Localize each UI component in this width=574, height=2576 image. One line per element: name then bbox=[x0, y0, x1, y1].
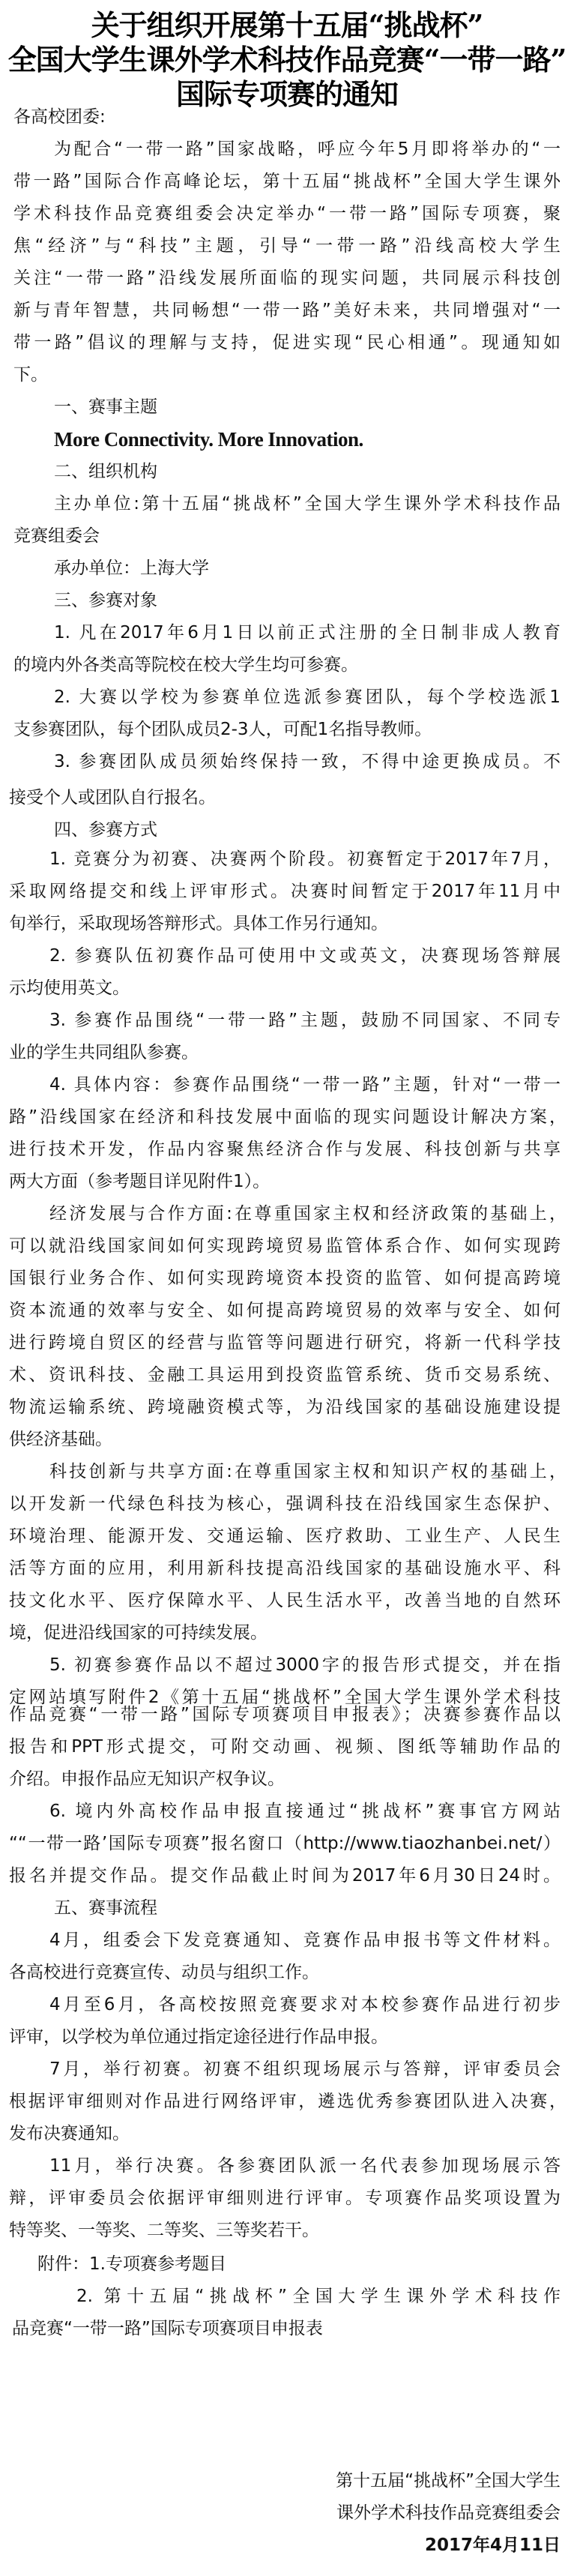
text-line: 11月，举行决赛。各参赛团队派一名代表参加现场展示答 bbox=[49, 2156, 561, 2176]
text-line: 带一路”倡议的理解与支持，促进实现“民心相通”。现通知如 bbox=[13, 333, 561, 352]
text-line: 以开发新一代绿色科技为核心，强调科技在沿线国家生态保护、 bbox=[9, 1494, 561, 1514]
text-line: 各高校进行竞赛宣传、动员与组织工作。 bbox=[9, 1963, 319, 1982]
text-line: 4月，组委会下发竞赛通知、竞赛作品申报书等文件材料。 bbox=[49, 1931, 561, 1950]
text-line: 四、参赛方式 bbox=[54, 820, 157, 840]
text-line: 根据评审细则对作品进行网络评审，遴选优秀参赛团队进入决赛， bbox=[9, 2092, 567, 2111]
title-line-3: 国际专项赛的通知 bbox=[175, 77, 398, 111]
text-line: 三、参赛对象 bbox=[54, 591, 157, 610]
text-line: 评审，以学校为单位通过指定途径进行作品申报。 bbox=[9, 2027, 388, 2047]
text-line: 作品竞赛“一带一路”国际专项赛项目申报表》；决赛参赛作品以 bbox=[9, 1705, 561, 1724]
text-line: 境，促进沿线国家的可持续发展。 bbox=[9, 1623, 268, 1643]
text-line: 供经济基础。 bbox=[9, 1430, 112, 1449]
text-line: 5. 初赛参赛作品以不超过3000字的报告形式提交，并在指 bbox=[49, 1655, 561, 1675]
text-line: 可以就沿线国家间如何实现跨境贸易监管体系合作、如何实现跨 bbox=[9, 1236, 561, 1256]
text-line: 业的学生共同组队参赛。 bbox=[9, 1043, 199, 1062]
text-line: 特等奖、一等奖、二等奖、三等奖若干。 bbox=[9, 2221, 319, 2240]
text-line: 两大方面（参考题目详见附件1）。 bbox=[9, 1172, 271, 1191]
text-line: 的境内外各类高等院校在校大学生均可参赛。 bbox=[13, 655, 358, 675]
text-line: 一、赛事主题 bbox=[54, 397, 157, 417]
text-line: 2. 大赛以学校为参赛单位选派参赛团队，每个学校选派1 bbox=[54, 687, 561, 707]
text-line: 1. 竞赛分为初赛、决赛两个阶段。初赛暂定于2017年7月， bbox=[49, 849, 561, 869]
text-line: 4月至6月，各高校按照竞赛要求对本校参赛作品进行初步 bbox=[49, 1995, 561, 2014]
text-line: 1. 凡在2017年6月1日以前正式注册的全日制非成人教育 bbox=[54, 623, 561, 643]
text-line: 关注“一带一路”沿线发展所面临的现实问题，共同展示科技创 bbox=[13, 268, 561, 288]
title-line-2: 全国大学生课外学术科技作品竞赛“一带一路” bbox=[7, 43, 567, 76]
text-line: 焦“经济”与“科技”主题，引导“一带一路”沿线高校大学生 bbox=[13, 236, 561, 256]
text-line: 示均使用英文。 bbox=[9, 978, 130, 998]
text-line: 7月，举行初赛。初赛不组织现场展示与答辩，评审委员会 bbox=[49, 2059, 561, 2079]
text-line: 各高校团委: bbox=[13, 107, 106, 127]
text-line: 6. 境内外高校作品申报直接通过“挑战杯”赛事官方网站 bbox=[49, 1802, 561, 1821]
text-line: 4. 具体内容：参赛作品围绕“一带一路”主题，针对“一带一 bbox=[49, 1075, 561, 1095]
text-line: 3. 参赛团队成员须始终保持一致，不得中途更换成员。不 bbox=[54, 752, 561, 771]
text-line: 辩，评审委员会依据评审细则进行评审。专项赛作品奖项设置为 bbox=[9, 2188, 561, 2208]
text-line: 带一路”国际合作高峰论坛，第十五届“挑战杯”全国大学生课外 bbox=[13, 172, 561, 191]
text-line: 主办单位:第十五届“挑战杯”全国大学生课外学术科技作品 bbox=[54, 494, 561, 514]
text-line: 新与青年智慧，共同畅想“一带一路”美好未来，共同增强对“一 bbox=[13, 301, 561, 320]
text-line: 资本流通的效率与安全、如何提高跨境贸易的效率与安全、如何 bbox=[9, 1301, 561, 1320]
signature-org-line-2: 课外学术科技作品竞赛组委会 bbox=[336, 2503, 561, 2523]
text-line: 进行跨境自贸区的经营与监管等问题进行研究，将新一代科学技 bbox=[9, 1333, 561, 1352]
text-line: 旬举行，采取现场答辩形式。具体工作另行通知。 bbox=[9, 914, 388, 933]
text-line: 支参赛团队，每个团队成员2-3人，可配1名指导教师。 bbox=[13, 720, 432, 739]
text-line: 采取网络提交和线上评审形式。决赛时间暂定于2017年11月中 bbox=[9, 882, 561, 901]
text-line: 五、赛事流程 bbox=[54, 1898, 157, 1918]
signature-org-line-1: 第十五届“挑战杯”全国大学生 bbox=[336, 2471, 561, 2491]
text-line: 环境治理、能源开发、交通运输、医疗救助、工业生产、人民生 bbox=[9, 1526, 561, 1546]
text-line: 2. 第十五届“挑战杯”全国大学生课外学术科技作 bbox=[76, 2287, 561, 2306]
text-line: 介绍。申报作品应无知识产权争议。 bbox=[9, 1769, 285, 1789]
text-line: 附件：1.专项赛参考题目 bbox=[37, 2254, 226, 2274]
text-line: 承办单位：上海大学 bbox=[54, 559, 209, 578]
text-line: 报告和PPT形式提交，可附交动画、视频、图纸等辅助作品的 bbox=[9, 1737, 561, 1757]
text-line: 为配合“一带一路”国家战略，呼应今年5月即将举办的“一 bbox=[54, 139, 561, 159]
text-line: 物流运输系统、跨境融资模式等，为沿线国家的基础设施建设提 bbox=[9, 1397, 561, 1417]
text-line: 发布决赛通知。 bbox=[9, 2124, 130, 2143]
text-line[interactable]: ““一带一路’国际专项赛”报名窗口（http://www.tiaozhanbei.net/） bbox=[9, 1834, 561, 1853]
text-line: 报名并提交作品。提交作品截止时间为2017年6月30日24时。 bbox=[9, 1866, 561, 1886]
text-line: 进行技术开发，作品内容聚焦经济合作与发展、科技创新与共享 bbox=[9, 1140, 561, 1159]
text-line: 科技创新与共享方面:在尊重国家主权和知识产权的基础上， bbox=[49, 1462, 567, 1481]
text-line: 术、资讯科技、金融工具运用到投资监管系统、货币交易系统、 bbox=[9, 1365, 561, 1385]
text-line: 国银行业务合作、如何实现跨境资本投资的监管、如何提高跨境 bbox=[9, 1269, 561, 1288]
text-line: 技文化水平、医疗保障水平、人民生活水平，改善当地的自然环 bbox=[9, 1591, 561, 1610]
text-line: 活等方面的应用，利用新科技提高沿线国家的基础设施水平、科 bbox=[9, 1559, 561, 1578]
text-line: 定网站填写附件2《第十五届“挑战杯”全国大学生课外学术科技 bbox=[9, 1688, 561, 1707]
title-line-1: 关于组织开展第十五届“挑战杯” bbox=[91, 8, 483, 42]
text-line: 竞赛组委会 bbox=[13, 526, 100, 546]
signature-date: 2017年4月11日 bbox=[424, 2536, 561, 2555]
text-line: 学术科技作品竞赛组委会决定举办“一带一路”国际专项赛，聚 bbox=[13, 204, 561, 223]
text-line: 下。 bbox=[13, 365, 48, 385]
text-line: 品竞赛“一带一路”国际专项赛项目申报表 bbox=[12, 2319, 323, 2338]
text-line: 经济发展与合作方面:在尊重国家主权和经济政策的基础上， bbox=[49, 1204, 567, 1224]
text-line: 路”沿线国家在经济和科技发展中面临的现实问题设计解决方案， bbox=[9, 1107, 567, 1127]
text-line: 二、组织机构 bbox=[54, 462, 157, 481]
text-line: 3. 参赛作品围绕“一带一路”主题，鼓励不同国家、不同专 bbox=[49, 1011, 561, 1030]
text-line: More Connectivity. More Innovation. bbox=[54, 428, 363, 451]
text-line: 接受个人或团队自行报名。 bbox=[9, 788, 216, 807]
text-line: 2. 参赛队伍初赛作品可使用中文或英文，决赛现场答辩展 bbox=[49, 946, 561, 966]
